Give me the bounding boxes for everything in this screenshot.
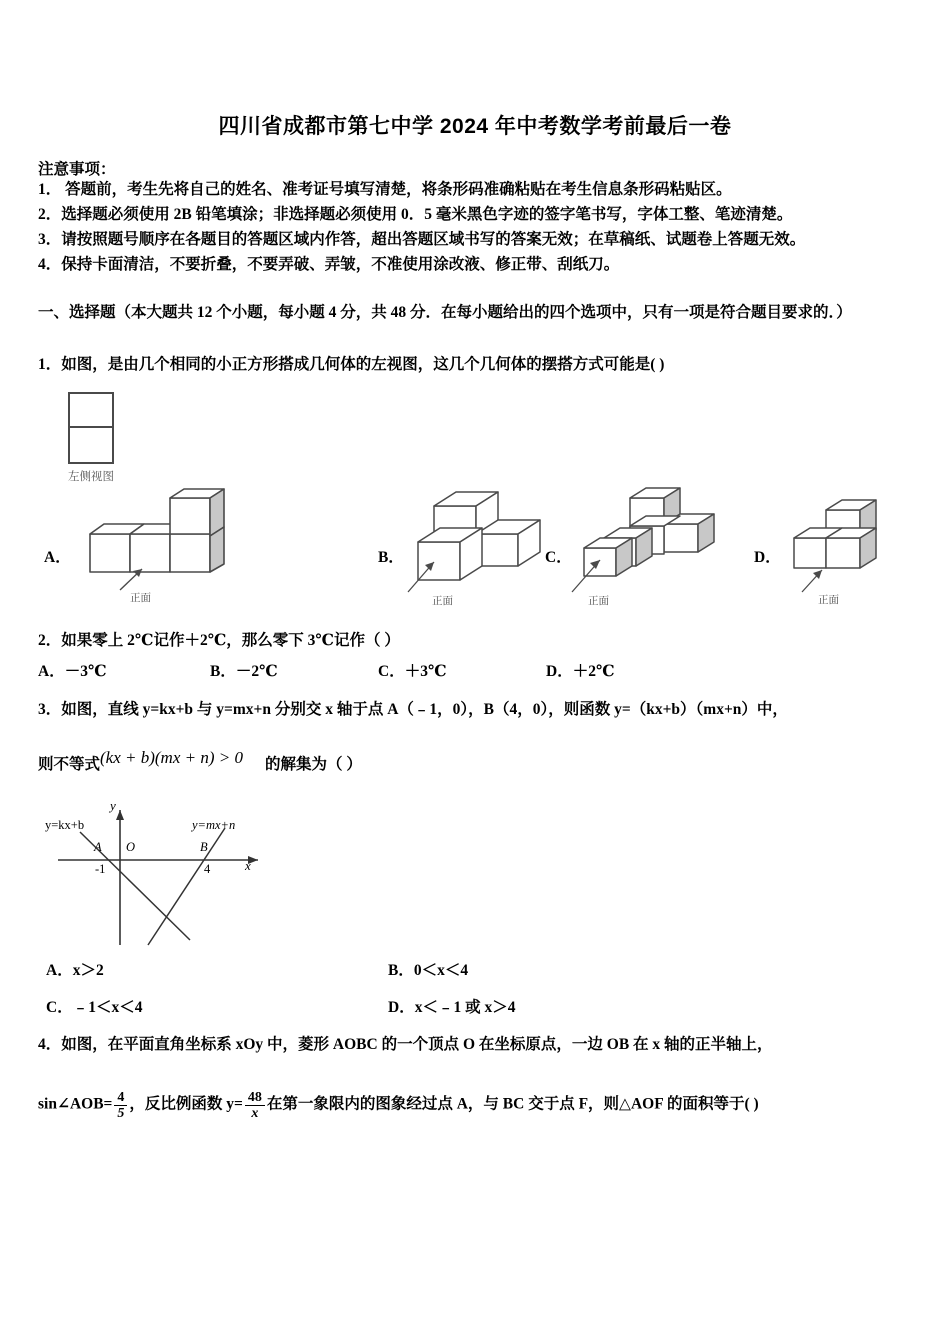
q3-point-b-label: B xyxy=(200,840,208,854)
question-1-stem: 1．如图，是由几个相同的小正方形搭成几何体的左视图，这几个几何体的摆搭方式可能是( ) xyxy=(38,356,665,373)
q2-option-b[interactable] xyxy=(210,659,278,681)
q2-option-a-label: A． xyxy=(38,663,65,680)
q3-frac-suffix: 的解集为（ ） xyxy=(265,755,362,773)
q1-option-a-front-label: 正面 xyxy=(130,592,151,604)
q3-option-b-label: B． xyxy=(388,962,414,979)
page-title: 四川省成都市第七中学 2024 年中考数学考前最后一卷 xyxy=(218,115,732,138)
q3-option-d-label: D． xyxy=(388,999,415,1016)
left-view-caption: 左侧视图 xyxy=(68,471,114,483)
q3-y-axis-label: y xyxy=(110,798,116,813)
q3-tick-b-label: 4 xyxy=(204,862,211,876)
q4-frac2-denominator: x xyxy=(251,1106,259,1121)
q1-option-a-label: A． xyxy=(44,549,71,566)
q2-option-a-text: －3℃ xyxy=(64,663,107,680)
notice-item: 4．保持卡面清洁，不要折叠，不要弄破、弄皱，不准使用涂改液、修正带、刮纸刀。 xyxy=(38,256,620,273)
q1-option-d-front-label: 正面 xyxy=(818,594,839,606)
notice-list xyxy=(38,177,918,277)
q1-left-view-figure xyxy=(68,392,114,483)
notice-item: 1． 答题前，考生先将自己的姓名、准考证号填写清楚，将条形码准确粘贴在考生信息条形码粘贴区。 xyxy=(38,181,732,198)
q2-option-c[interactable] xyxy=(378,659,447,681)
q3-option-d[interactable] xyxy=(388,995,515,1017)
q3-option-d-text: x＜﹣1 或 x＞4 xyxy=(414,999,516,1016)
q3-option-row xyxy=(38,958,918,984)
q3-line2-label: y=mx+n xyxy=(192,818,236,832)
left-view-square-top xyxy=(68,392,114,428)
q2-option-b-text: －2℃ xyxy=(235,663,278,680)
q2-option-d[interactable] xyxy=(546,659,615,681)
q3-option-c[interactable] xyxy=(46,995,142,1017)
q2-option-d-text: ＋2℃ xyxy=(572,663,615,680)
q2-option-b-label: B． xyxy=(210,663,236,680)
q1-option-b-label: B． xyxy=(378,549,404,566)
q4-tail-text: 在第一象限内的图象经过点 A，与 BC 交于点 F，则△AOF 的面积等于( ) xyxy=(266,1095,759,1113)
notice-heading: 注意事项： xyxy=(38,161,116,178)
q3-point-a-label: A xyxy=(94,840,102,854)
left-view-square-bottom xyxy=(68,428,114,464)
q4-sin-prefix: sin∠AOB= xyxy=(38,1095,113,1113)
question-3-inequality-line xyxy=(38,745,918,778)
q3-option-c-label: C． xyxy=(46,999,73,1016)
q4-fraction-48-over-x xyxy=(245,1090,265,1122)
q4-fraction-four-fifths xyxy=(114,1090,127,1122)
q1-option-c-front-label: 正面 xyxy=(588,595,609,607)
q1-option-b-front-label: 正面 xyxy=(432,595,453,607)
q1-option-a-front-arrow-icon xyxy=(118,566,148,592)
q3-tick-a-label: -1 xyxy=(95,862,106,876)
q3-option-row xyxy=(38,995,918,1021)
q3-option-b[interactable] xyxy=(388,958,468,980)
question-2-stem: 2．如果零上 2℃记作＋2℃，那么零下 3℃记作（ ） xyxy=(38,632,400,649)
question-2-options xyxy=(38,659,918,685)
q3-option-b-text: 0＜x＜4 xyxy=(413,962,469,979)
q2-option-d-label: D． xyxy=(546,663,573,680)
q3-option-a-text: x＞2 xyxy=(72,962,104,979)
q2-option-a[interactable] xyxy=(38,659,107,681)
q3-inequality-expression: (kx + b)(mx + n) > 0 xyxy=(100,748,243,767)
question-3-options-row2 xyxy=(38,995,918,1021)
q3-frac-prefix: 则不等式 xyxy=(38,755,101,773)
q1-option-a-figure xyxy=(82,498,232,588)
q1-option-c-label: C． xyxy=(545,549,572,566)
question-4-stem: 4．如图，在平面直角坐标系 xOy 中，菱形 AOBC 的一个顶点 O 在坐标原点，一边 OB 在 x 轴的正半轴上， xyxy=(38,1036,773,1053)
q3-coordinate-graph xyxy=(40,800,300,950)
q4-frac1-numerator: 4 xyxy=(114,1090,127,1106)
cube-stack-a-icon xyxy=(82,498,232,588)
q1-option-b-front-arrow-icon xyxy=(406,556,442,594)
q3-option-a-label: A． xyxy=(46,962,73,979)
notice-item: 3．请按照题号顺序在各题目的答题区域内作答，超出答题区域书写的答案无效；在草稿纸、试题卷上答题无效。 xyxy=(38,231,806,248)
q2-option-row xyxy=(38,659,918,685)
q3-option-c-text: ﹣1＜x＜4 xyxy=(72,999,143,1016)
q3-option-a[interactable] xyxy=(46,958,104,980)
q3-x-axis-label: x xyxy=(245,858,251,873)
q1-option-d-label: D． xyxy=(754,549,781,566)
q2-option-c-text: ＋3℃ xyxy=(404,663,447,680)
q1-option-c-front-arrow-icon xyxy=(570,554,606,594)
q3-line1-label: y=kx+b xyxy=(45,818,85,832)
q2-option-c-label: C． xyxy=(378,663,405,680)
q4-middle-text: ，反比例函数 y= xyxy=(129,1095,243,1113)
q3-origin-label: O xyxy=(126,840,136,854)
q4-frac1-denominator: 5 xyxy=(117,1106,125,1121)
section-header: 一、选择题（本大题共 12 个小题，每小题 4 分，共 48 分．在每小题给出的四个选项中，只有一项是符合题目要求的．） xyxy=(38,304,852,321)
q1-option-d-front-arrow-icon xyxy=(800,566,830,594)
question-4-second-line xyxy=(38,1090,918,1122)
question-3-stem: 3．如图，直线 y=kx+b 与 y=mx+n 分别交 x 轴于点 A（﹣1，0），B（4，0），则函数 y=（kx+b）（mx+n）中， xyxy=(38,701,788,718)
notice-item: 2．选择题必须使用 2B 铅笔填涂；非选择题必须使用 0．5 毫米黑色字迹的签字笔书写，字体工整、笔迹清楚。 xyxy=(38,206,793,223)
question-3-options-row1 xyxy=(38,958,918,984)
q4-frac2-numerator: 48 xyxy=(245,1090,265,1106)
